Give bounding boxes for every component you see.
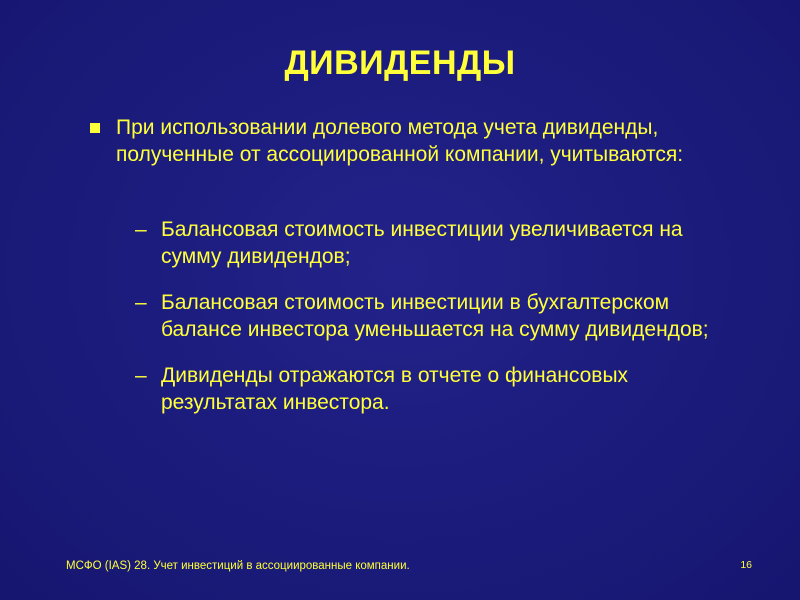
dash-icon: – [135,218,147,241]
sub-bullet-text: Балансовая стоимость инвестиции в бухгалтерском балансе инвестора уменьшается на сумму дивидендов; [161,291,709,341]
dash-icon: – [135,364,147,387]
main-bullet-text: При использовании долевого метода учета дивиденды, полученные от ассоциированной компании, учитываются: [116,116,684,166]
dash-icon: – [135,291,147,314]
sub-bullet-item [135,289,745,343]
sub-bullet-text: Дивиденды отражаются в отчете о финансовых результатах инвестора. [161,364,629,414]
slide-title: ДИВИДЕНДЫ [284,44,516,82]
sub-bullet-text: Балансовая стоимость инвестиции увеличивается на сумму дивидендов; [161,218,683,268]
sub-bullet-item [135,216,745,270]
main-bullet [90,114,690,168]
page-number: 16 [740,559,752,571]
square-bullet-icon [90,123,100,133]
sub-bullet-item [135,362,745,416]
sub-bullet-list [135,216,745,435]
slide-footer: МСФО (IAS) 28. Учет инвестиций в ассоциированные компании. [66,560,410,572]
